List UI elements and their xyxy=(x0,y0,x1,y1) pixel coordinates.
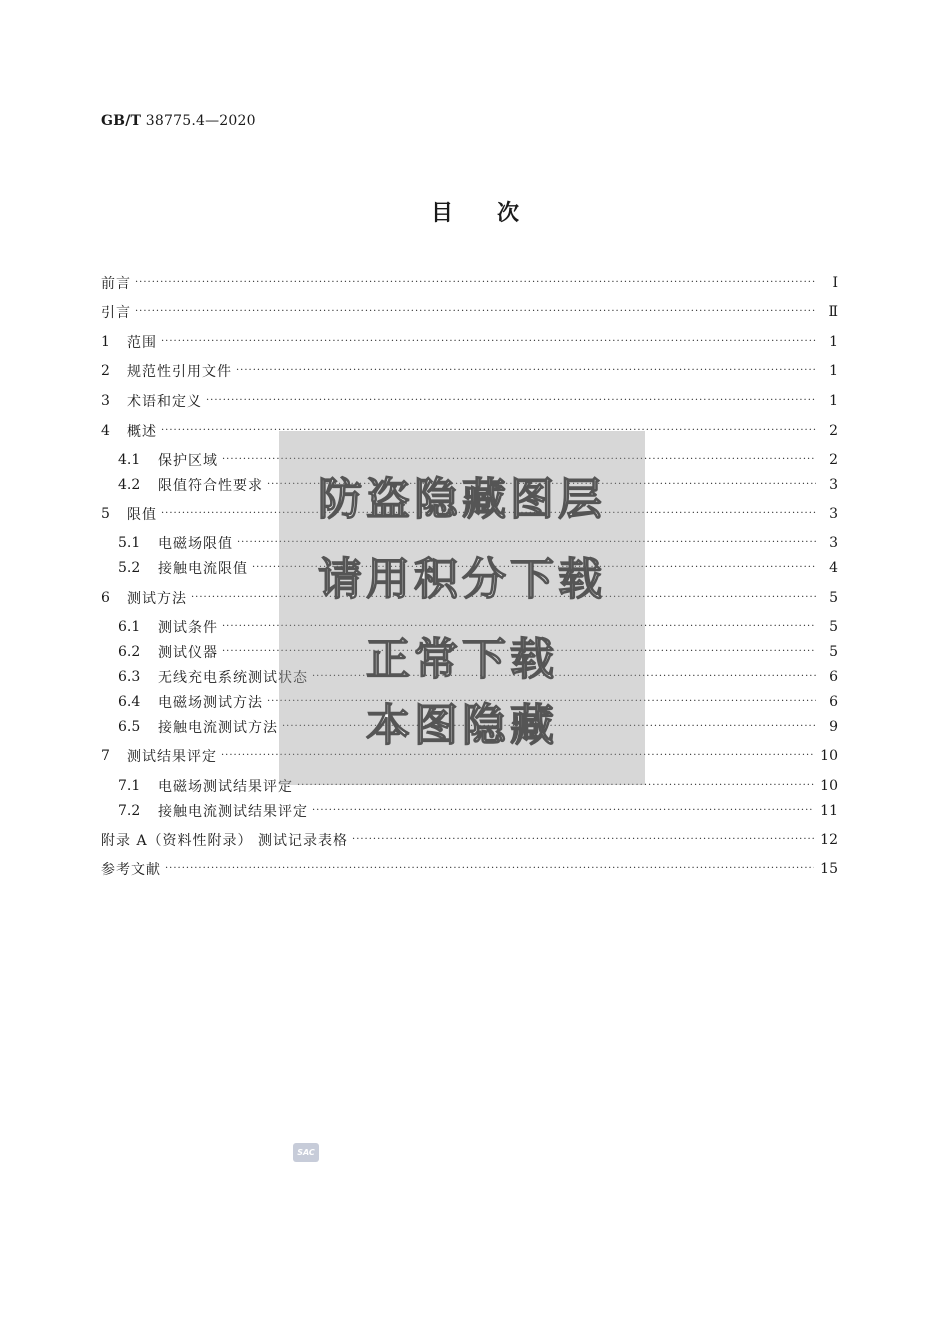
toc-page: 10 xyxy=(820,778,838,794)
toc-entry-introduction[interactable] xyxy=(101,301,838,323)
toc-entry-7-2[interactable] xyxy=(118,800,838,822)
toc-page: 6 xyxy=(829,694,838,710)
toc-entry-3[interactable] xyxy=(101,390,838,412)
standard-prefix: GB/T xyxy=(101,113,142,129)
toc-page: Ⅱ xyxy=(828,304,838,320)
toc-page: 12 xyxy=(820,832,838,848)
toc-label: 接触电流测试方法 xyxy=(158,720,278,736)
toc-leader xyxy=(135,272,816,294)
toc-number: 5.2 xyxy=(118,560,141,576)
toc-number: 1 xyxy=(101,334,110,350)
toc-number: 6 xyxy=(101,590,110,606)
toc-label: 限值符合性要求 xyxy=(158,478,263,494)
toc-label: 接触电流测试结果评定 xyxy=(158,804,308,820)
watermark-overlay xyxy=(279,431,645,785)
toc-label: 电磁场限值 xyxy=(158,536,233,552)
page-title xyxy=(0,196,950,227)
toc-page: 15 xyxy=(820,861,838,877)
toc-label: 限值 xyxy=(127,507,157,523)
toc-page: 4 xyxy=(829,560,838,576)
toc-entry-foreword[interactable] xyxy=(101,272,838,294)
toc-number: 7.1 xyxy=(118,778,141,794)
toc-number: 7 xyxy=(101,748,110,764)
toc-label: 参考文献 xyxy=(101,862,161,878)
toc-number: 2 xyxy=(101,363,110,379)
toc-page: 5 xyxy=(829,590,838,606)
toc-page: 2 xyxy=(829,452,838,468)
toc-label: 电磁场测试方法 xyxy=(158,695,263,711)
toc-entry-2[interactable] xyxy=(101,360,838,382)
toc-page: 1 xyxy=(829,334,838,350)
toc-number: 7.2 xyxy=(118,803,141,819)
sac-logo-icon: SAC xyxy=(293,1143,319,1162)
toc-page: 3 xyxy=(829,535,838,551)
watermark-line-3: 正常下载 xyxy=(366,634,558,685)
toc-page: 10 xyxy=(820,748,838,764)
toc-page: 11 xyxy=(820,803,838,819)
toc-page: 1 xyxy=(829,393,838,409)
toc-leader xyxy=(352,829,814,851)
toc-page: 5 xyxy=(829,644,838,660)
toc-page: 3 xyxy=(829,477,838,493)
title-char-1: 目 xyxy=(430,200,453,226)
toc-leader xyxy=(165,858,814,880)
toc-number: 4.1 xyxy=(118,452,141,468)
toc-number: 5 xyxy=(101,506,110,522)
toc-leader xyxy=(312,800,814,822)
toc-number: 6.2 xyxy=(118,644,141,660)
toc-number: 6.4 xyxy=(118,694,141,710)
toc-label: 接触电流限值 xyxy=(158,561,248,577)
toc-entry-appendix-a[interactable] xyxy=(101,829,838,851)
toc-label: 无线充电系统测试状态 xyxy=(158,670,308,686)
toc-label: 概述 xyxy=(127,424,157,440)
toc-page: 1 xyxy=(829,363,838,379)
toc-label: 电磁场测试结果评定 xyxy=(158,779,293,795)
toc-label: 术语和定义 xyxy=(127,394,202,410)
toc-entry-bibliography[interactable] xyxy=(101,858,838,880)
watermark-line-1: 防盗隐藏图层 xyxy=(318,474,606,525)
toc-number: 4.2 xyxy=(118,477,141,493)
toc-label: 测试条件 xyxy=(158,620,218,636)
toc-label: 规范性引用文件 xyxy=(127,364,232,380)
standard-number: 38775.4—2020 xyxy=(145,113,256,129)
toc-number: 3 xyxy=(101,393,110,409)
watermark-line-2: 请用积分下载 xyxy=(318,554,606,605)
toc-entry-1[interactable] xyxy=(101,331,838,353)
toc-page: 9 xyxy=(829,719,838,735)
toc-number: 4 xyxy=(101,423,110,439)
standard-code xyxy=(101,113,256,129)
toc-label: 测试结果评定 xyxy=(127,749,217,765)
watermark-line-4: 本图隐藏 xyxy=(366,700,558,751)
toc-page: 5 xyxy=(829,619,838,635)
title-char-2: 次 xyxy=(497,200,520,226)
toc-leader xyxy=(161,331,816,353)
toc-page: Ⅰ xyxy=(832,275,838,291)
toc-page: 2 xyxy=(829,423,838,439)
toc-number: 5.1 xyxy=(118,535,141,551)
toc-number: 6.3 xyxy=(118,669,141,685)
toc-number: 6.1 xyxy=(118,619,141,635)
toc-leader xyxy=(236,360,816,382)
toc-leader xyxy=(135,301,816,323)
toc-page: 6 xyxy=(829,669,838,685)
toc-page: 3 xyxy=(829,506,838,522)
toc-number: 6.5 xyxy=(118,719,141,735)
toc-label: 范围 xyxy=(127,335,157,351)
toc-label: 保护区域 xyxy=(158,453,218,469)
toc-label: 测试方法 xyxy=(127,591,187,607)
toc-label: 附录 A（资料性附录） 测试记录表格 xyxy=(101,833,349,849)
toc-label: 测试仪器 xyxy=(158,645,218,661)
toc-leader xyxy=(206,390,816,412)
toc-label: 前言 xyxy=(101,276,131,292)
toc-label: 引言 xyxy=(101,305,131,321)
